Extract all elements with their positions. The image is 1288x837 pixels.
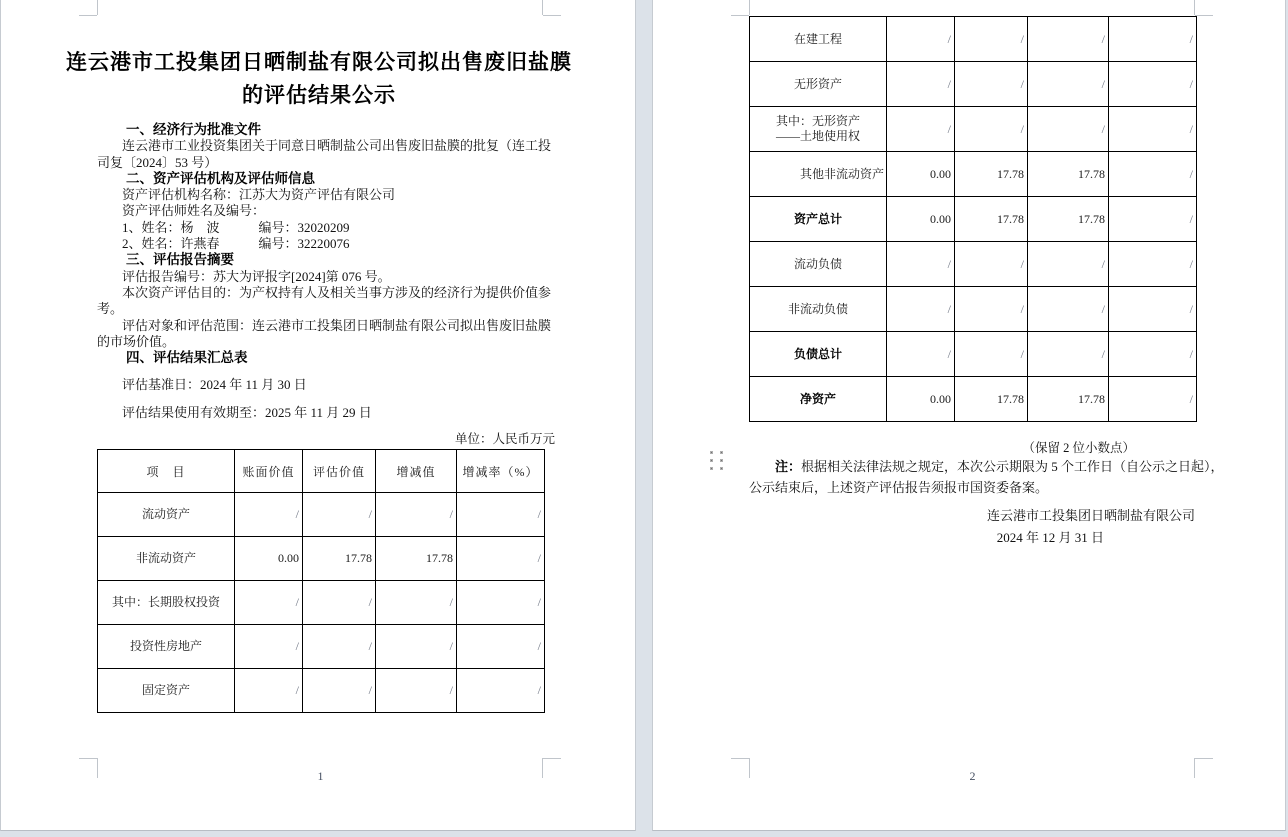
row-label: 净资产: [750, 377, 887, 422]
dot: [710, 467, 713, 470]
cell-value: /: [376, 493, 457, 537]
cell-value: /: [887, 62, 955, 107]
cell-value: /: [457, 537, 545, 581]
body-line: 的市场价值。: [97, 333, 176, 349]
body-line: 2、姓名：许燕春 编号：32220076: [122, 236, 350, 252]
cell-value: 17.78: [376, 537, 457, 581]
body-line: 资产评估机构名称：江苏大为资产评估有限公司: [122, 187, 396, 203]
cell-value: 17.78: [955, 197, 1028, 242]
section-heading-2: 二、资产评估机构及评估师信息: [126, 170, 315, 186]
row-label-line-2: ——土地使用权: [775, 129, 860, 143]
table-row: [750, 62, 1197, 107]
cell-value: /: [376, 669, 457, 713]
cell-value: 0.00: [235, 537, 303, 581]
body-line: 1、姓名：杨 波 编号：32020209: [122, 219, 350, 235]
note-line-1: [749, 456, 1224, 477]
cell-value: /: [1028, 332, 1109, 377]
cell-value: /: [955, 17, 1028, 62]
cell-value: /: [1109, 62, 1197, 107]
cell-value: /: [303, 625, 376, 669]
cell-value: /: [1109, 332, 1197, 377]
page-2: [652, 0, 1286, 831]
table-unit-label: 单位：人民币万元: [454, 432, 555, 447]
row-label: 非流动负债: [750, 287, 887, 332]
table-row-net-assets: [750, 377, 1197, 422]
margin-crop-mark: [1195, 15, 1213, 16]
cell-value: /: [1109, 152, 1197, 197]
cell-value: /: [1109, 377, 1197, 422]
table-row: [98, 669, 545, 713]
cell-value: /: [955, 62, 1028, 107]
table-row: [750, 107, 1197, 152]
cell-value: 0.00: [887, 197, 955, 242]
row-label: 在建工程: [750, 17, 887, 62]
cell-value: /: [457, 625, 545, 669]
dot: [710, 459, 713, 462]
dot: [720, 467, 723, 470]
valuation-summary-table-part1: [97, 449, 545, 713]
body-line: 本次资产评估目的：为产权持有人及相关当事方涉及的经济行为提供价值参: [122, 284, 552, 300]
note-label: 注：: [775, 459, 802, 474]
cell-value: /: [1109, 242, 1197, 287]
margin-crop-mark: [731, 15, 749, 16]
body-line: 连云港市工业投资集团关于同意日晒制盐公司出售废旧盐膜的批复（连工投: [122, 138, 552, 154]
row-label: [750, 107, 887, 152]
margin-crop-mark: [542, 0, 543, 15]
cell-value: /: [1109, 107, 1197, 152]
body-line: 资产评估师姓名及编号：: [122, 203, 266, 219]
table-row: [98, 581, 545, 625]
cell-value: 17.78: [303, 537, 376, 581]
page-1: [0, 0, 636, 831]
cell-value: /: [235, 625, 303, 669]
body-line: 考。: [97, 301, 124, 317]
cell-value: /: [303, 493, 376, 537]
row-label: 投资性房地产: [98, 625, 235, 669]
cell-value: /: [955, 332, 1028, 377]
margin-crop-mark: [79, 15, 97, 16]
title-line-2: 的评估结果公示: [242, 83, 396, 107]
row-label: 其中：长期股权投资: [98, 581, 235, 625]
body-line: 司复〔2024〕53 号）: [97, 154, 218, 170]
row-label: 无形资产: [750, 62, 887, 107]
cell-value: /: [955, 287, 1028, 332]
row-label: 资产总计: [750, 197, 887, 242]
margin-crop-mark: [749, 0, 750, 15]
valuation-base-date: 评估基准日：2024 年 11 月 30 日: [122, 377, 307, 393]
title-line-1: 连云港市工投集团日晒制盐有限公司拟出售废旧盐膜: [66, 50, 572, 74]
cell-value: /: [457, 669, 545, 713]
col-header-appraised-value: 评估价值: [303, 450, 376, 493]
cell-value: /: [887, 332, 955, 377]
margin-crop-mark: [543, 15, 561, 16]
drag-handle-icon[interactable]: [710, 451, 723, 470]
cell-value: 17.78: [955, 377, 1028, 422]
valuation-summary-table-part2: [749, 16, 1197, 422]
row-label: 流动资产: [98, 493, 235, 537]
signature-date: 2024 年 12 月 31 日: [996, 530, 1104, 545]
cell-value: /: [1109, 287, 1197, 332]
row-label: 负债总计: [750, 332, 887, 377]
decimal-precision-note: （保留 2 位小数点）: [1022, 441, 1135, 455]
cell-value: /: [955, 107, 1028, 152]
legal-note: [749, 456, 1224, 498]
cell-value: /: [303, 669, 376, 713]
body-line: 评估对象和评估范围：连云港市工投集团日晒制盐有限公司拟出售废旧盐膜: [122, 317, 552, 333]
col-header-change: 增减值: [376, 450, 457, 493]
table-row: [750, 287, 1197, 332]
cell-value: /: [457, 581, 545, 625]
col-header-book-value: 账面价值: [235, 450, 303, 493]
margin-crop-mark: [97, 0, 98, 15]
cell-value: /: [376, 581, 457, 625]
dot: [720, 459, 723, 462]
cell-value: /: [887, 107, 955, 152]
cell-value: /: [303, 581, 376, 625]
margin-crop-mark: [79, 758, 97, 759]
dot: [720, 451, 723, 454]
cell-value: /: [1028, 62, 1109, 107]
margin-crop-mark: [1194, 0, 1195, 15]
dot: [710, 451, 713, 454]
page-number: 1: [317, 769, 324, 783]
signature-company: 连云港市工投集团日晒制盐有限公司: [986, 508, 1195, 523]
row-label-line-1: 其中：无形资产: [775, 114, 860, 128]
cell-value: /: [955, 242, 1028, 287]
cell-value: /: [376, 625, 457, 669]
margin-crop-mark: [1195, 758, 1213, 759]
row-label: 非流动资产: [98, 537, 235, 581]
cell-value: /: [1109, 17, 1197, 62]
valuation-valid-until: 评估结果使用有效期至：2025 年 11 月 29 日: [122, 404, 372, 420]
cell-value: /: [1028, 287, 1109, 332]
cell-value: /: [1109, 197, 1197, 242]
cell-value: /: [235, 669, 303, 713]
cell-value: 0.00: [887, 152, 955, 197]
section-heading-4: 四、评估结果汇总表: [126, 350, 248, 366]
cell-value: /: [235, 581, 303, 625]
cell-value: /: [887, 17, 955, 62]
row-label: 固定资产: [98, 669, 235, 713]
row-label: 流动负债: [750, 242, 887, 287]
table-row: [98, 537, 545, 581]
table-row-total-assets: [750, 197, 1197, 242]
table-row: [98, 625, 545, 669]
table-header-row: [98, 450, 545, 493]
cell-value: 17.78: [1028, 377, 1109, 422]
cell-value: 17.78: [1028, 197, 1109, 242]
section-heading-1: 一、经济行为批准文件: [126, 122, 261, 137]
section-heading-3: 三、评估报告摘要: [126, 252, 234, 268]
note-line-2: 公示结束后，上述资产评估报告须报市国资委备案。: [749, 480, 1049, 495]
document-body: [97, 122, 555, 447]
cell-value: 17.78: [955, 152, 1028, 197]
cell-value: /: [887, 287, 955, 332]
cell-value: /: [887, 242, 955, 287]
body-line: 评估报告编号：苏大为评报字[2024]第 076 号。: [122, 268, 391, 284]
document-title: [41, 46, 597, 112]
cell-value: /: [457, 493, 545, 537]
note-text: 根据相关法律法规之规定，本次公示期限为 5 个工作日（自公示之日起），: [801, 459, 1224, 474]
margin-crop-mark: [543, 758, 561, 759]
cell-value: 0.00: [887, 377, 955, 422]
cell-value: /: [1028, 107, 1109, 152]
table-row-total-liabilities: [750, 332, 1197, 377]
margin-crop-mark: [731, 758, 749, 759]
cell-value: /: [1028, 17, 1109, 62]
col-header-change-rate: 增减率（%）: [457, 450, 545, 493]
cell-value: /: [235, 493, 303, 537]
table-row: [98, 493, 545, 537]
table-row: [750, 152, 1197, 197]
page-number: 2: [969, 769, 976, 783]
cell-value: 17.78: [1028, 152, 1109, 197]
col-header-item: 项 目: [98, 450, 235, 493]
cell-value: /: [1028, 242, 1109, 287]
table-row: [750, 242, 1197, 287]
table-row: [750, 17, 1197, 62]
row-label: 其他非流动资产: [750, 152, 887, 197]
